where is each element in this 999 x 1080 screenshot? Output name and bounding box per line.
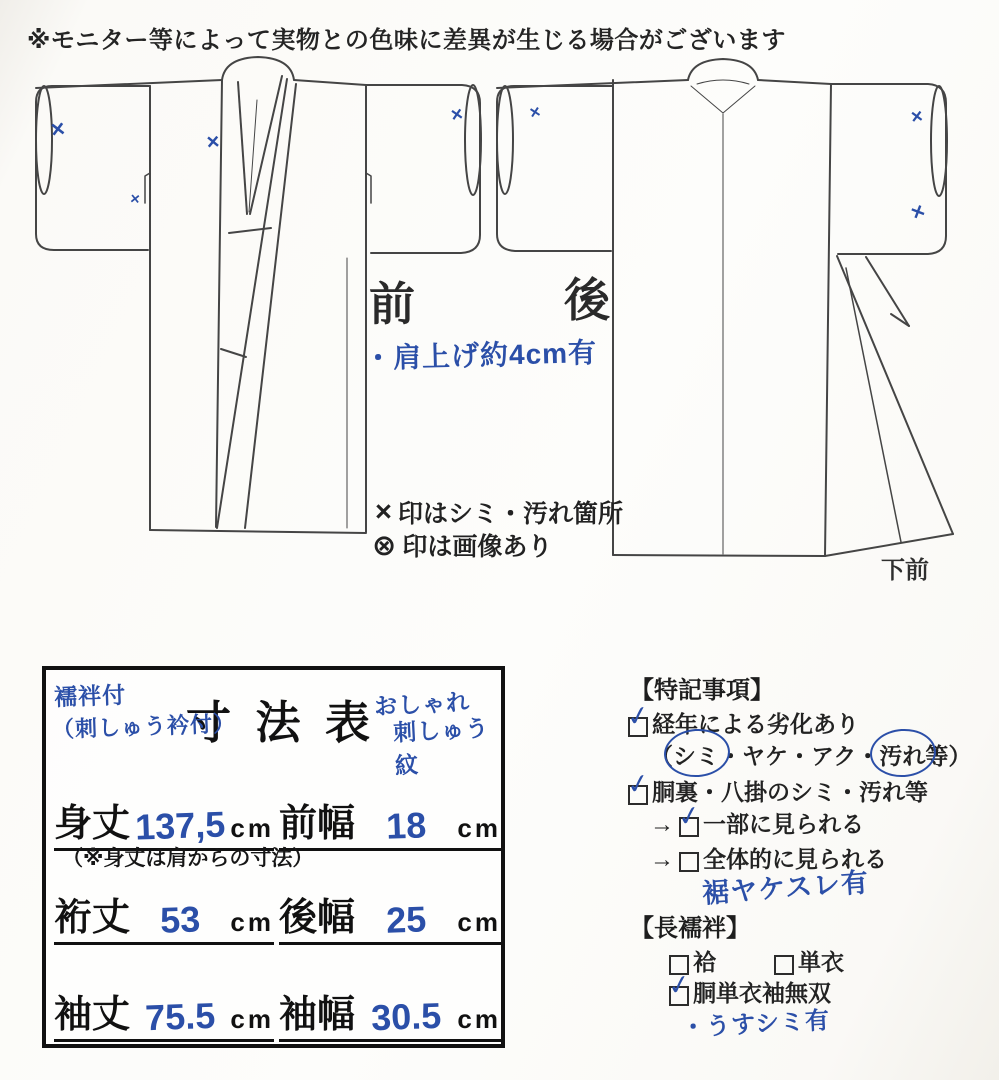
stain-x-mark: × [527, 101, 543, 123]
oshare-note: おしゃれ [373, 688, 471, 720]
measure-value-handwritten: 18 [385, 804, 427, 847]
measure-value-handwritten: 137,5 [134, 803, 226, 848]
check-mark: ✓ [624, 699, 652, 733]
measure-unit: cm [230, 1004, 274, 1034]
table-row-sodehaba [279, 983, 501, 1042]
checkbox-aging [624, 699, 652, 737]
legend-stain-line [375, 494, 623, 530]
shoulder-tuck-handwritten-note: ・肩上げ約4cm有 [363, 336, 598, 375]
table-row-ushirohaba [279, 886, 501, 945]
circled-cross-icon: ⊗ [372, 529, 397, 562]
measure-value-handwritten: 30.5 [370, 994, 442, 1039]
arrow-icon: → [650, 846, 674, 873]
arrow-icon: → [650, 811, 674, 838]
checkbox-do-hitoe [665, 968, 693, 1006]
lower-front-panel-label: 下前 [881, 557, 929, 584]
checkbox-lining [624, 767, 652, 805]
remark-lining-text: 胴裏・八掛のシミ・汚れ等 [652, 779, 928, 805]
back-view-label: 後 [564, 274, 610, 326]
measurement-table [42, 666, 505, 1048]
stain-x-mark: × [49, 115, 67, 144]
stain-x-mark: × [449, 103, 465, 127]
legend-photo-line [372, 527, 552, 563]
table-row-yukitake [54, 886, 274, 945]
legend-photo-text: 印は画像あり [402, 533, 553, 561]
check-mark: ✓ [675, 799, 703, 833]
measure-unit: cm [230, 907, 274, 937]
embroidered-crest-note: 刺しゅう紋 [392, 714, 490, 779]
checkbox-hitoe [774, 955, 794, 975]
light-stain-handwritten-note: ・うすシミ有 [680, 1007, 831, 1042]
remark-aging [624, 699, 859, 739]
circled-word-yogore: 汚れ [879, 738, 925, 771]
measure-label: 後幅 [279, 897, 356, 939]
remarks-section-title: 【特記事項】 [630, 677, 774, 704]
check-mark: ✓ [665, 968, 693, 1002]
measure-unit: cm [457, 813, 501, 843]
remark-aging-text: 経年による劣化あり [652, 711, 859, 737]
table-row-sodetake [54, 983, 274, 1042]
circled-word-shimi: シミ [673, 738, 719, 771]
remark-partial [650, 799, 864, 839]
stain-x-mark: × [129, 190, 141, 209]
detail-middle: ・ヤケ・アク・ [719, 743, 880, 769]
front-view-label: 前 [369, 278, 415, 330]
measure-unit: cm [457, 1004, 501, 1034]
nagajuban-lining-options [669, 944, 844, 977]
juban-included-note: 襦袢付 [53, 681, 127, 711]
nagajuban-section-title: 【長襦袢】 [630, 915, 750, 942]
stain-x-mark: × [906, 197, 929, 226]
measure-label: 身丈 [54, 803, 131, 845]
measure-unit: cm [457, 907, 501, 937]
midake-measure-note: （※身丈は肩からの寸法） [62, 847, 314, 870]
option-hitoe [774, 944, 844, 977]
measure-value-handwritten: 53 [159, 898, 201, 941]
detail-suffix: 等） [925, 743, 972, 769]
option-awase-label: 袷 [693, 949, 716, 975]
stain-x-mark: × [909, 105, 925, 129]
remark-lining [624, 767, 928, 807]
measure-unit: cm [230, 813, 274, 843]
check-mark: ✓ [624, 767, 652, 801]
embroidered-collar-note: （刺しゅう衿付） [51, 710, 237, 743]
measure-label: 裄丈 [54, 897, 131, 939]
measure-label: 袖丈 [54, 994, 131, 1036]
measure-value-handwritten: 25 [385, 898, 427, 941]
table-title: 寸 法 表 [186, 697, 377, 748]
checkbox-partial [675, 799, 703, 837]
option-do-hitoe-label: 胴単衣袖無双 [693, 980, 831, 1006]
remark-overall-text: 全体的に見られる [703, 846, 887, 872]
measure-value-handwritten: 75.5 [144, 994, 216, 1039]
remark-partial-text: 一部に見られる [703, 811, 864, 837]
checkbox-overall [679, 852, 699, 872]
legend-stain-text: 印はシミ・汚れ箇所 [397, 500, 623, 528]
hem-wear-handwritten-note: 裾ヤケスレ有 [701, 867, 870, 909]
detail-prefix: （ [650, 743, 673, 769]
remark-aging-detail [650, 738, 971, 771]
option-hitoe-label: 単衣 [798, 949, 844, 975]
measure-label: 袖幅 [279, 994, 356, 1036]
measure-label: 前幅 [279, 803, 356, 845]
cross-mark-icon: × [375, 495, 392, 528]
stain-x-mark: × [205, 128, 221, 155]
color-disclaimer-text: ※モニター等によって実物との色味に差異が生じる場合がございます [27, 27, 786, 54]
